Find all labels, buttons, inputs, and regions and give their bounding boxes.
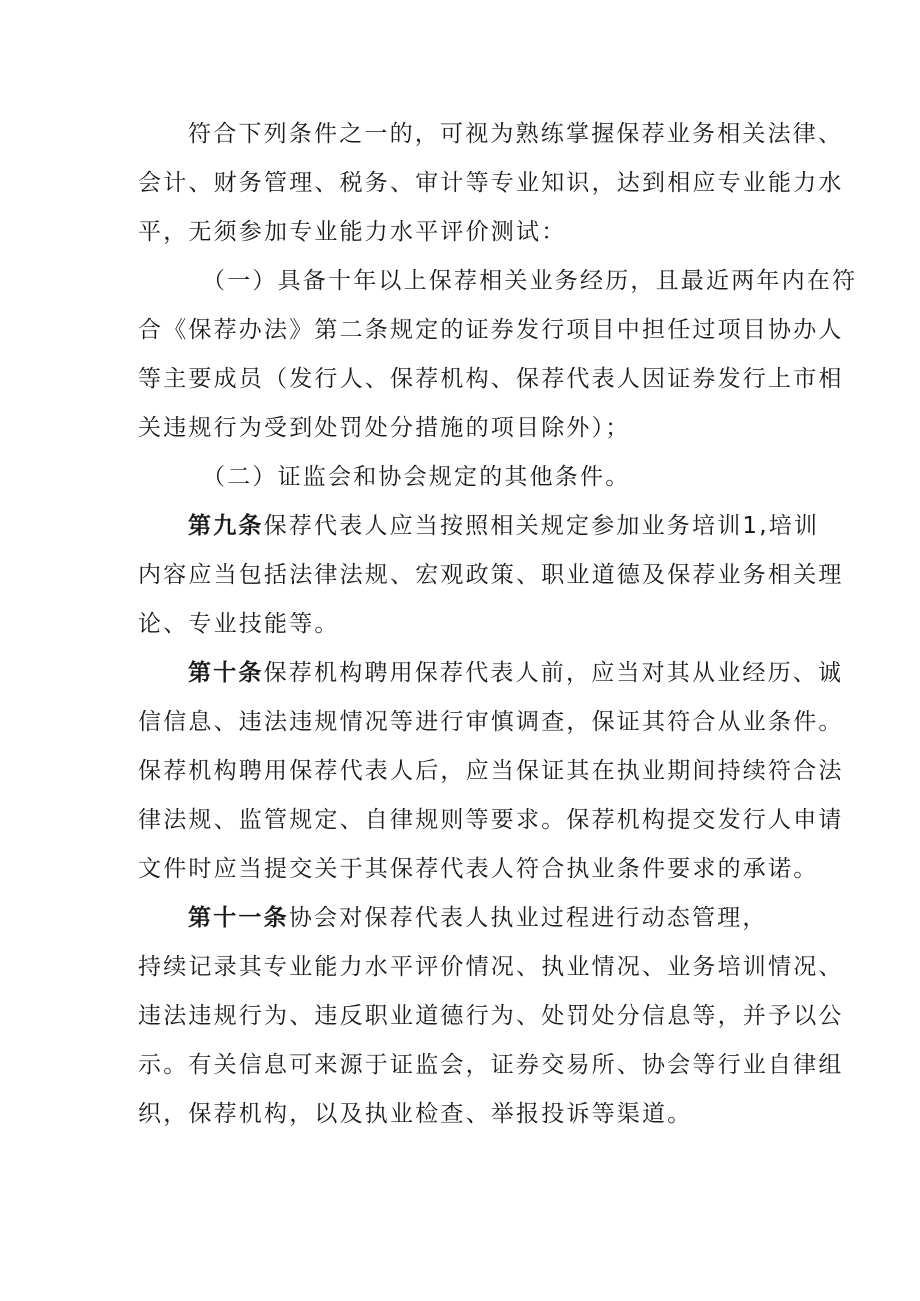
article-text: 协会对保荐代表人执业过程进行动态管理， [288, 905, 768, 931]
article-heading: 第九条 [188, 513, 264, 539]
article-heading: 第十一条 [188, 905, 289, 931]
text-line: 律法规、监管规定、自律规则等要求。保荐机构提交发行人申请 [138, 807, 844, 833]
article-text: 保荐机构聘用保荐代表人前，应当对其从业经历、诚 [263, 660, 844, 686]
text-line: （一）具备十年以上保荐相关业务经历，且最近两年内在符 [202, 268, 858, 294]
text-line: 文件时应当提交关于其保荐代表人符合执业条件要求的承诺。 [138, 856, 819, 882]
text-line: 违法违规行为、违反职业道德行为、处罚处分信息等，并予以公 [138, 1003, 844, 1029]
text-line: 织，保荐机构，以及执业检查、举报投诉等渠道。 [138, 1101, 693, 1127]
text-line: 合《保荐办法》第二条规定的证券发行项目中担任过项目协办人 [138, 317, 844, 343]
text-line: 平，无须参加专业能力水平评价测试： [138, 219, 567, 245]
text-line: 等主要成员（发行人、保荐机构、保荐代表人因证券发行上市相 [138, 366, 844, 392]
article-first-line [188, 653, 844, 693]
text-line: 关违规行为受到处罚处分措施的项目除外）； [138, 415, 631, 441]
article-text: 保荐代表人应当按照相关规定参加业务培训1,培训 [263, 513, 820, 539]
article-first-line [188, 506, 820, 546]
article-heading: 第十条 [188, 660, 264, 686]
text-line: （二）证监会和协会规定的其他条件。 [202, 464, 631, 490]
text-line: 示。有关信息可来源于证监会，证券交易所、协会等行业自律组 [138, 1052, 844, 1078]
text-line: 会计、财务管理、税务、审计等专业知识，达到相应专业能力水 [138, 170, 844, 196]
text-line: 内容应当包括法律法规、宏观政策、职业道德及保荐业务相关理 [138, 562, 844, 588]
text-line: 持续记录其专业能力水平评价情况、执业情况、业务培训情况、 [138, 954, 844, 980]
text-line: 符合下列条件之一的，可视为熟练掌握保荐业务相关法律、 [188, 121, 844, 147]
text-line: 保荐机构聘用保荐代表人后，应当保证其在执业期间持续符合法 [138, 758, 844, 784]
text-line: 信信息、违法违规情况等进行审慎调查，保证其符合从业条件。 [138, 709, 844, 735]
article-first-line [188, 898, 788, 938]
text-line: 论、专业技能等。 [138, 611, 340, 637]
